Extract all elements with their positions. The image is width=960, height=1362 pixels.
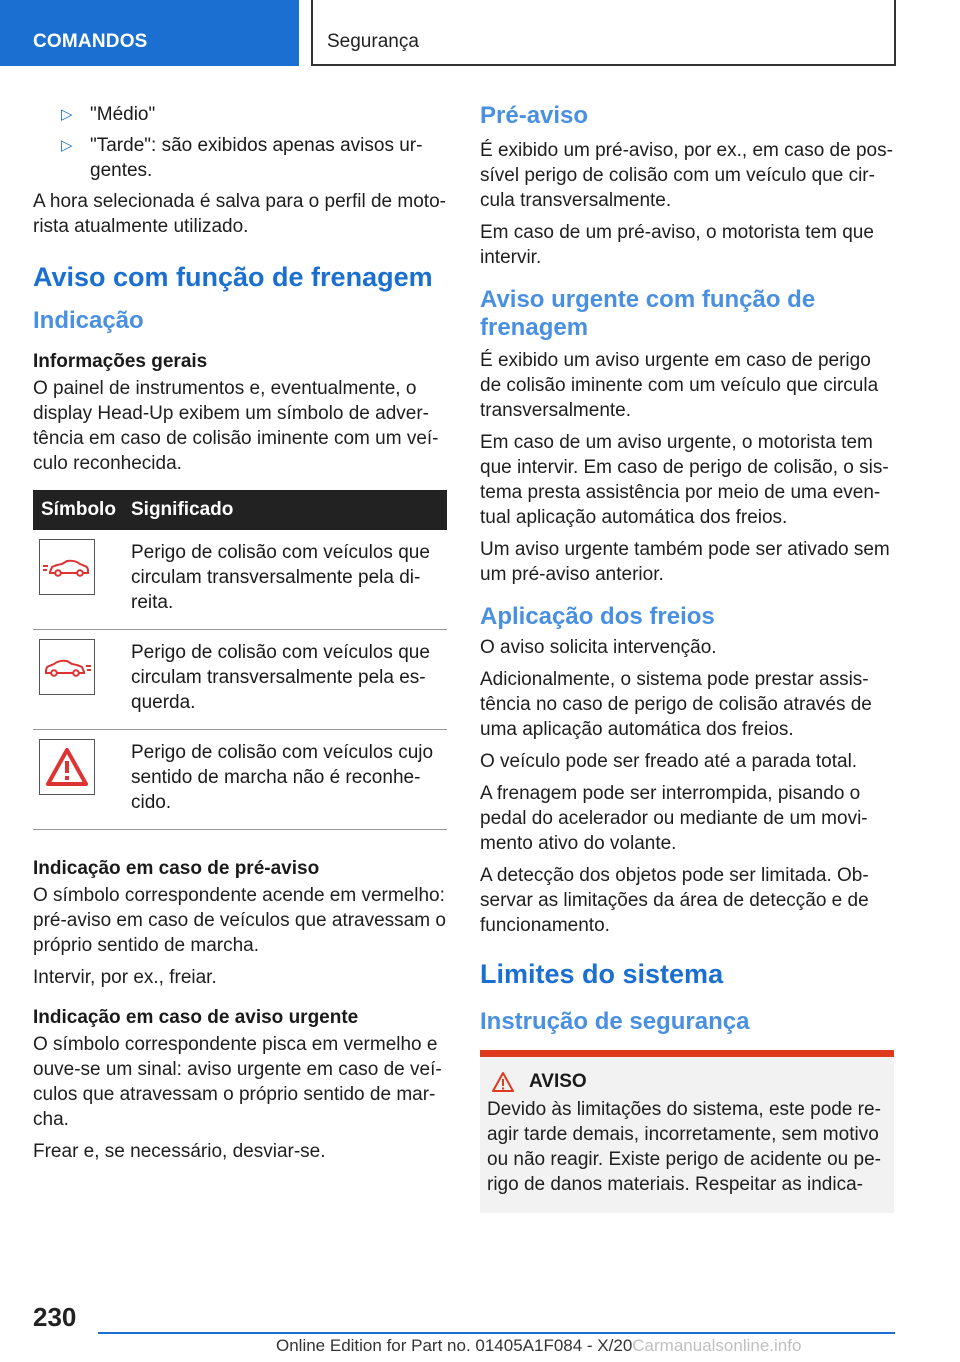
column-header-meaning: Significado [125, 490, 447, 530]
car-from-right-icon [39, 539, 95, 595]
subsection-heading: Pré-aviso [480, 102, 589, 129]
section-tab [0, 0, 299, 66]
subsection-heading: Aplicação dos freios [480, 603, 715, 630]
table-row [33, 530, 447, 630]
section-title: COMANDOS [33, 31, 148, 52]
section-heading: Limites do sistema [480, 959, 724, 989]
paragraph: Adicionalmente, o sistema pode prestar assis-tência no caso de perigo de colisão através de uma aplicação automática dos freios. [480, 669, 872, 740]
triangle-bullet-icon: ▷ [61, 137, 73, 154]
column-header-symbol: Símbolo [33, 490, 125, 530]
subsection-heading: Instrução de segurança [480, 1008, 750, 1035]
right-column [480, 102, 894, 1213]
warning-box [480, 1050, 894, 1213]
paragraph: É exibido um aviso urgente em caso de perigo de colisão iminente com um veículo que circula transversalmente. [480, 350, 879, 421]
paragraph: A detecção dos objetos pode ser limitada. Ob-servar as limitações da área de detecção e de funcionamento. [480, 865, 869, 936]
paragraph: O painel de instrumentos e, eventualmente, o display Head-Up exibem um símbolo de adver-tência em caso de colisão iminente com um veí-culo reconhecida. [33, 378, 439, 474]
paragraph: O símbolo correspondente pisca em vermelho e ouve-se um sinal: aviso urgente em caso de veí-culos que atravessam o próprio sentido de mar-cha. [33, 1034, 442, 1130]
paragraph: O símbolo correspondente acende em vermelho: pré-aviso em caso de veículos que atravessam o próprio sentido de marcha. [33, 885, 446, 956]
footer-edition: Online Edition for Part no. 01405A1F084 - X/20Carmanualsonline.info [276, 1336, 802, 1355]
row-meaning: Perigo de colisão com veículos que circulam transversalmente pela es-querda. [125, 630, 447, 730]
left-column [33, 102, 447, 1171]
table-row [33, 630, 447, 730]
watermark: Carmanualsonline.info [632, 1336, 802, 1355]
list-item: ▷ "Médio" [61, 104, 156, 125]
triangle-bullet-icon: ▷ [61, 106, 73, 123]
table-row [33, 730, 447, 830]
warning-text: Devido às limitações do sistema, este pode re-agir tarde demais, incorretamente, sem motivo ou não reagir. Existe perigo de acidente ou pe-rigo de danos materiais. Respeitar as indica- [487, 1099, 881, 1195]
row-meaning: Perigo de colisão com veículos cujo sentido de marcha não é reconhe-cido. [125, 730, 447, 830]
paragraph: É exibido um pré-aviso, por ex., em caso de pos-sível perigo de colisão com um veículo que cir-cula transversalmente. [480, 140, 893, 211]
symbol-table [33, 490, 447, 830]
page-number: 230 [33, 1302, 77, 1332]
car-from-left-icon [39, 639, 95, 695]
paragraph: O veículo pode ser freado até a parada total. [480, 751, 858, 772]
paragraph: O aviso solicita intervenção. [480, 637, 717, 658]
sub-heading: Informações gerais [33, 351, 208, 372]
warning-triangle-icon [39, 739, 95, 795]
warning-title: AVISO [529, 1071, 587, 1092]
sub-heading: Indicação em caso de pré-aviso [33, 858, 320, 879]
paragraph: A frenagem pode ser interrompida, pisando o pedal do acelerador ou mediante de um movi-mento ativo do volante. [480, 783, 868, 854]
paragraph: Em caso de um pré-aviso, o motorista tem que intervir. [480, 222, 874, 268]
sub-heading: Indicação em caso de aviso urgente [33, 1007, 359, 1028]
paragraph: A hora selecionada é salva para o perfil de moto-rista atualmente utilizado. [33, 191, 446, 237]
list-item: ▷ "Tarde": são exibidos apenas avisos ur-gentes. [61, 135, 423, 181]
row-meaning: Perigo de colisão com veículos que circulam transversalmente pela di-reita. [125, 530, 447, 630]
warning-triangle-icon [491, 1071, 515, 1093]
subsection-heading: Indicação [33, 307, 144, 334]
topic-title: Segurança [327, 31, 419, 52]
subsection-heading: Aviso urgente com função de frenagem [480, 286, 816, 341]
topic-header [311, 0, 896, 66]
footer-divider [98, 1332, 895, 1334]
paragraph: Um aviso urgente também pode ser ativado sem um pré-aviso anterior. [480, 539, 890, 585]
paragraph: Frear e, se necessário, desviar-se. [33, 1141, 326, 1162]
paragraph: Intervir, por ex., freiar. [33, 967, 217, 988]
section-heading: Aviso com função de frenagem [33, 262, 433, 292]
paragraph: Em caso de um aviso urgente, o motorista tem que intervir. Em caso de perigo de colisão, o sis-tema presta assistência por meio de uma even-tual aplicação automática dos freios. [480, 432, 889, 528]
